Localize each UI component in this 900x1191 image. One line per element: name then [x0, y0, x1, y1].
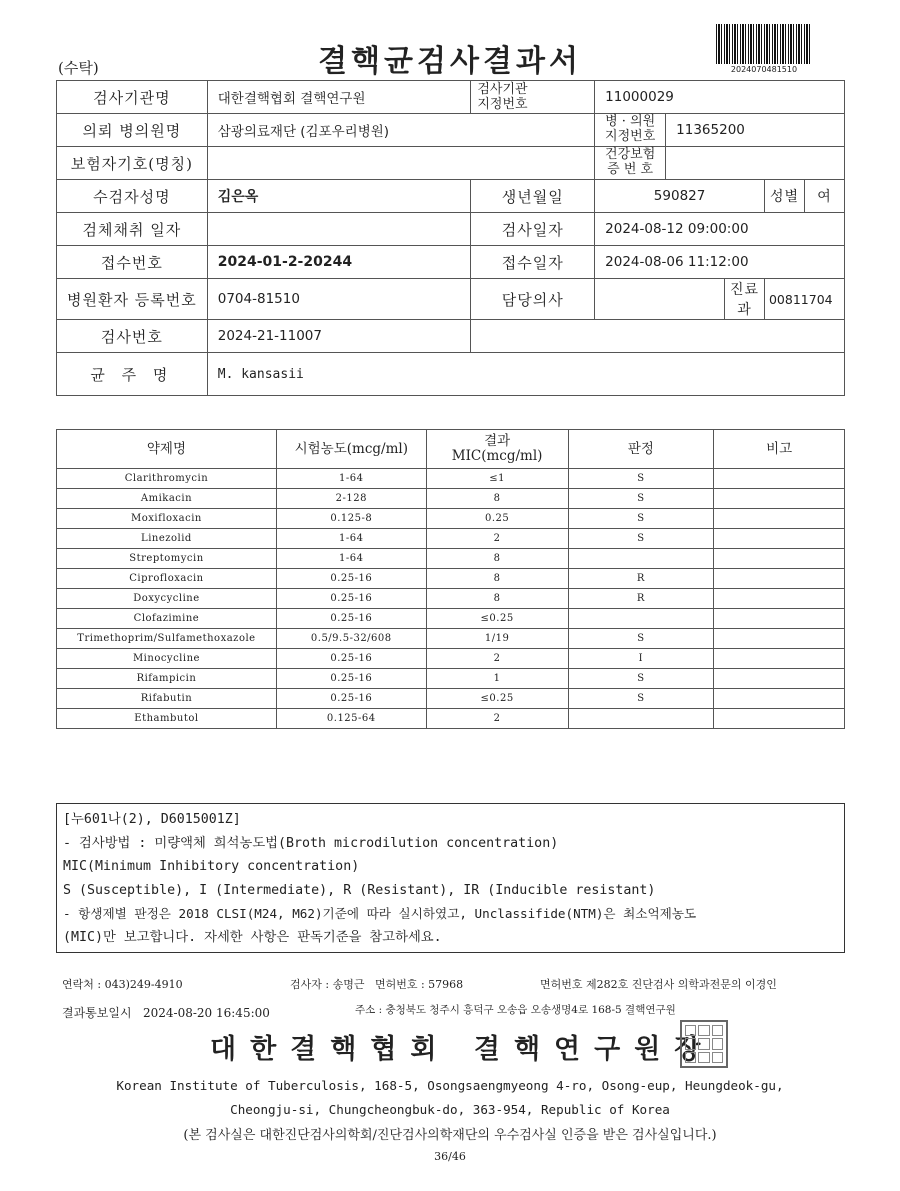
cell-note: [714, 669, 845, 689]
document-title: 결핵균검사결과서: [318, 44, 582, 79]
table-row: [57, 569, 845, 589]
table-row: [57, 689, 845, 709]
cell-note: [714, 469, 845, 489]
notes-line-1: [누601나(2), D6015001Z]: [63, 812, 241, 827]
cell-mic: ≤0.25: [426, 689, 568, 709]
test-no-value: 2024-21-11007: [207, 320, 471, 353]
cell-drug: Doxycycline: [57, 589, 277, 609]
cell-note: [714, 569, 845, 589]
cell-range: 1-64: [276, 549, 426, 569]
lab-name-value: 대한결핵협회 결핵연구원: [207, 81, 471, 114]
cell-mic: ≤1: [426, 469, 568, 489]
cell-drug: Rifampicin: [57, 669, 277, 689]
cell-mic: 0.25: [426, 509, 568, 529]
receipt-date-label: 접수일자: [471, 246, 595, 279]
notes-line-2: - 검사방법 : 미량액체 희석농도법(Broth microdilution concentration): [63, 835, 559, 851]
sex-label: 성별: [764, 180, 804, 213]
cell-drug: Streptomycin: [57, 549, 277, 569]
cell-note: [714, 549, 845, 569]
cell-range: 0.125-8: [276, 509, 426, 529]
contact: 연락처 : 043)249-4910: [62, 978, 183, 991]
cell-interp: [568, 549, 714, 569]
cell-note: [714, 689, 845, 709]
cell-mic: 1/19: [426, 629, 568, 649]
cell-mic: 8: [426, 589, 568, 609]
table-row: [57, 489, 845, 509]
cell-note: [714, 489, 845, 509]
sex-value: 여: [804, 180, 844, 213]
cell-interp: S: [568, 489, 714, 509]
cell-drug: Clofazimine: [57, 609, 277, 629]
cell-range: 0.25-16: [276, 669, 426, 689]
cell-note: [714, 589, 845, 609]
address: 주소 : 충청북도 청주시 흥덕구 오송읍 오송생명4로 168-5 결핵연구원: [355, 1004, 676, 1016]
notes-line-3: MIC(Minimum Inhibitory concentration): [63, 859, 360, 874]
dept-value: 00811704: [764, 279, 844, 320]
ins-card-value: [666, 147, 676, 179]
notes-line-5: - 항생제별 판정은 2018 CLSI(M24, M62)기준에 따라 실시하였고, Unclassifide(NTM)은 최소억제농도: [63, 906, 697, 921]
col-drug: 약제명: [57, 430, 277, 469]
table-row: [57, 669, 845, 689]
cell-mic: 8: [426, 569, 568, 589]
table-row: [57, 629, 845, 649]
doctor-label: 담당의사: [471, 279, 595, 320]
cell-note: [714, 649, 845, 669]
hosp-code-value: 11365200: [676, 122, 745, 138]
ins-card-label: 건강보험 증 번 호: [595, 147, 666, 179]
cell-range: 0.25-16: [276, 589, 426, 609]
tester: 검사자 : 송명근 면허번호 : 57968: [290, 978, 464, 991]
cell-drug: Amikacin: [57, 489, 277, 509]
doctor-value: [595, 279, 725, 320]
cell-mic: 1: [426, 669, 568, 689]
notes-line-4: S (Susceptible), I (Intermediate), R (Resistant), IR (Inducible resistant): [63, 882, 656, 898]
notes-box: [56, 803, 845, 953]
cell-range: 2-128: [276, 489, 426, 509]
dob-value: 590827: [595, 180, 765, 213]
test-no-label: 검사번호: [57, 320, 208, 353]
table-row: [57, 709, 845, 729]
organism-value: M. kansasii: [207, 353, 844, 396]
cell-range: 0.25-16: [276, 689, 426, 709]
cell-interp: S: [568, 669, 714, 689]
cell-range: 0.5/9.5-32/608: [276, 629, 426, 649]
institute-en-2: Cheongju-si, Chungcheongbuk-do, 363-954, Republic of Korea: [230, 1102, 670, 1117]
dept-label: 진료과: [725, 279, 765, 320]
table-row: [57, 469, 845, 489]
cell-drug: Ethambutol: [57, 709, 277, 729]
lab-name-label: 검사기관명: [57, 81, 208, 114]
organism-label: 균 주 명: [57, 353, 208, 396]
cell-mic: ≤0.25: [426, 609, 568, 629]
cell-mic: 2: [426, 709, 568, 729]
receipt-date-value: 2024-08-06 11:12:00: [595, 246, 845, 279]
cell-range: 0.25-16: [276, 649, 426, 669]
notes-line-6: (MIC)만 보고합니다. 자세한 사항은 판독기준을 참고하세요.: [63, 929, 442, 945]
cell-drug: Rifabutin: [57, 689, 277, 709]
cell-range: 1-64: [276, 529, 426, 549]
patient-value: 김은옥: [207, 180, 471, 213]
hosp-code-label: 병 · 의원 지정번호: [595, 114, 666, 146]
receipt-no-value: 2024-01-2-20244: [207, 246, 471, 279]
insurer-value: [207, 147, 594, 180]
reg-no-value: 0704-81510: [207, 279, 471, 320]
dob-label: 생년월일: [471, 180, 595, 213]
cell-drug: Moxifloxacin: [57, 509, 277, 529]
table-row: [57, 589, 845, 609]
patient-label: 수검자성명: [57, 180, 208, 213]
institute-ko: 대한결핵협회 결핵연구원장: [210, 1034, 715, 1065]
collect-value: [207, 213, 471, 246]
cell-interp: [568, 709, 714, 729]
cell-interp: [568, 609, 714, 629]
header-tag: (수탁): [58, 59, 99, 77]
cell-range: 0.25-16: [276, 569, 426, 589]
cell-interp: S: [568, 629, 714, 649]
table-row: [57, 609, 845, 629]
cell-drug: Clarithromycin: [57, 469, 277, 489]
table-row: [57, 529, 845, 549]
cell-drug: Minocycline: [57, 649, 277, 669]
reg-no-label: 병원환자 등록번호: [57, 279, 208, 320]
test-date-label: 검사일자: [471, 213, 595, 246]
cell-mic: 2: [426, 529, 568, 549]
lab-code-value: 11000029: [595, 81, 845, 114]
cell-range: 1-64: [276, 469, 426, 489]
cell-drug: Trimethoprim/Sulfamethoxazole: [57, 629, 277, 649]
receipt-no-label: 접수번호: [57, 246, 208, 279]
cell-interp: S: [568, 529, 714, 549]
cell-interp: S: [568, 469, 714, 489]
cell-interp: I: [568, 649, 714, 669]
specialist: 면허번호 제282호 진단검사 의학과전문의 이경인: [540, 978, 777, 991]
cell-interp: S: [568, 509, 714, 529]
cell-mic: 8: [426, 489, 568, 509]
cell-interp: R: [568, 589, 714, 609]
cell-drug: Linezolid: [57, 529, 277, 549]
col-range: 시험농도(mcg/ml): [276, 430, 426, 469]
cell-mic: 2: [426, 649, 568, 669]
cell-drug: Ciprofloxacin: [57, 569, 277, 589]
barcode-image: [716, 24, 812, 64]
table-row: [57, 549, 845, 569]
collect-label: 검체채취 일자: [57, 213, 208, 246]
insurer-label: 보험자기호(명칭): [57, 147, 208, 180]
cell-range: 0.125-64: [276, 709, 426, 729]
report-date: 결과통보일시 2024-08-20 16:45:00: [62, 1006, 270, 1020]
cell-note: [714, 709, 845, 729]
page-number: 36/46: [434, 1150, 466, 1163]
col-note: 비고: [714, 430, 845, 469]
cell-note: [714, 629, 845, 649]
cell-interp: R: [568, 569, 714, 589]
patient-info-table: [56, 80, 845, 396]
cell-note: [714, 609, 845, 629]
hospital-value: 삼광의료재단 (김포우리병원): [207, 114, 594, 147]
hospital-label: 의뢰 병의원명: [57, 114, 208, 147]
institute-en-1: Korean Institute of Tuberculosis, 168-5, Osongsaengmyeong 4-ro, Osong-eup, Heungdeok-gu,: [116, 1078, 784, 1093]
cell-note: [714, 509, 845, 529]
results-table: [56, 429, 845, 729]
cell-range: 0.25-16: [276, 609, 426, 629]
official-seal: [680, 1020, 728, 1068]
table-row: [57, 509, 845, 529]
barcode-number: 2024070481510: [730, 65, 798, 74]
table-row: [57, 649, 845, 669]
test-date-value: 2024-08-12 09:00:00: [595, 213, 845, 246]
cell-note: [714, 529, 845, 549]
col-interp: 판정: [568, 430, 714, 469]
col-mic: 결과 MIC(mcg/ml): [426, 430, 568, 469]
certification: (본 검사실은 대한진단검사의학회/진단검사의학재단의 우수검사실 인증을 받은 검사실입니다.): [183, 1128, 717, 1143]
cell-interp: S: [568, 689, 714, 709]
lab-code-label: 검사기관 지정번호: [471, 81, 595, 114]
cell-mic: 8: [426, 549, 568, 569]
